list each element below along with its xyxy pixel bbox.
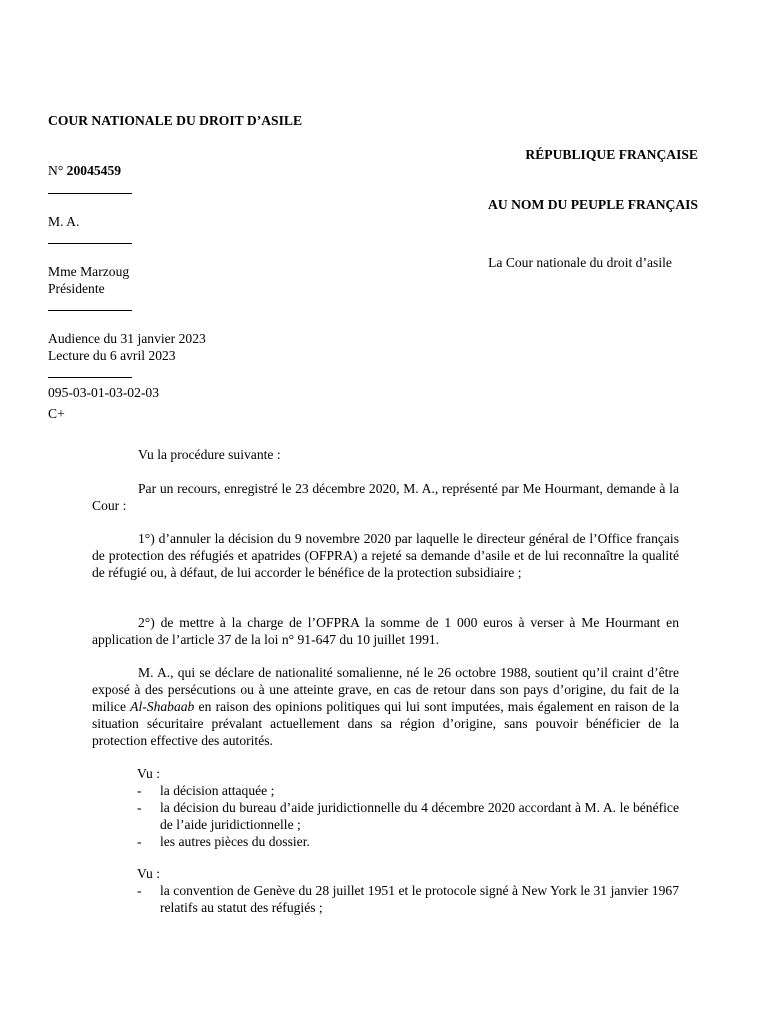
case-number-value: 20045459 — [66, 163, 122, 178]
vu-list-documents — [137, 782, 679, 850]
classification-code: 095-03-01-03-02-03 — [48, 385, 159, 400]
list-item: - la décision du bureau d’aide juridictionnelle du 4 décembre 2020 accordant à M. A. le bénéfice de l’aide juridictionnelle ; — [137, 800, 679, 832]
party-name: M. A. — [48, 214, 80, 229]
republic-heading: RÉPUBLIQUE FRANÇAISE — [525, 147, 698, 162]
divider — [48, 377, 132, 378]
case-number-prefix: N° — [48, 163, 64, 178]
court-heading: La Cour nationale du droit d’asile — [488, 255, 672, 270]
list-item: - les autres pièces du dossier. — [137, 834, 310, 849]
paragraph-arguments: M. A., qui se déclare de nationalité somalienne, né le 26 octobre 1988, soutient qu’il craint d’être exposé à des persécutions ou à une atteinte grave, en cas de retour dans son pays d’origine, du fait de la milice Al-Shabaab en raison des opinions politiques qui lui sont imputées, mais également en raison de la situation sécuritaire prévalant actuellement dans sa région d’origine, sans pouvoir bénéficier de la protection effective des autorités. — [92, 665, 679, 748]
divider — [48, 243, 132, 244]
paragraph-request: Par un recours, enregistré le 23 décembre 2020, M. A., représenté par Me Hourmant, demande à la Cour : — [92, 481, 679, 513]
paragraph-claim-1: 1°) d’annuler la décision du 9 novembre 2020 par laquelle le directeur général de l’Office français de protection des réfugiés et apatrides (OFPRA) a rejeté sa demande d’asile et de lui reconnaître la qualité de réfugié ou, à défaut, de lui accorder le bénéfice de la protection subsidiaire ; — [92, 531, 679, 580]
people-heading: AU NOM DU PEUPLE FRANÇAIS — [488, 197, 698, 212]
president-name: Mme Marzoug — [48, 264, 130, 279]
list-item: - la convention de Genève du 28 juillet 1951 et le protocole signé à New York le 31 janvier 1967 relatifs au statut des réfugiés ; — [137, 883, 679, 915]
case-number — [48, 162, 121, 179]
hearing-date: Audience du 31 janvier 2023 — [48, 331, 206, 346]
publication-grade: C+ — [48, 406, 65, 421]
reading-date: Lecture du 6 avril 2023 — [48, 348, 176, 363]
court-name: COUR NATIONALE DU DROIT D’ASILE — [48, 113, 303, 128]
list-item: - la décision attaquée ; — [137, 783, 275, 798]
president-title: Présidente — [48, 281, 105, 296]
vu-label: Vu : — [137, 766, 160, 781]
vu-list-texts — [137, 882, 679, 916]
divider — [48, 310, 132, 311]
divider — [48, 193, 132, 194]
paragraph-claim-2: 2°) de mettre à la charge de l’OFPRA la somme de 1 000 euros à verser à Me Hourmant en application de l’article 37 de la loi n° 91-647 du 10 juillet 1991. — [92, 615, 679, 647]
vu-label: Vu : — [137, 866, 160, 881]
procedure-intro: Vu la procédure suivante : — [138, 447, 281, 462]
